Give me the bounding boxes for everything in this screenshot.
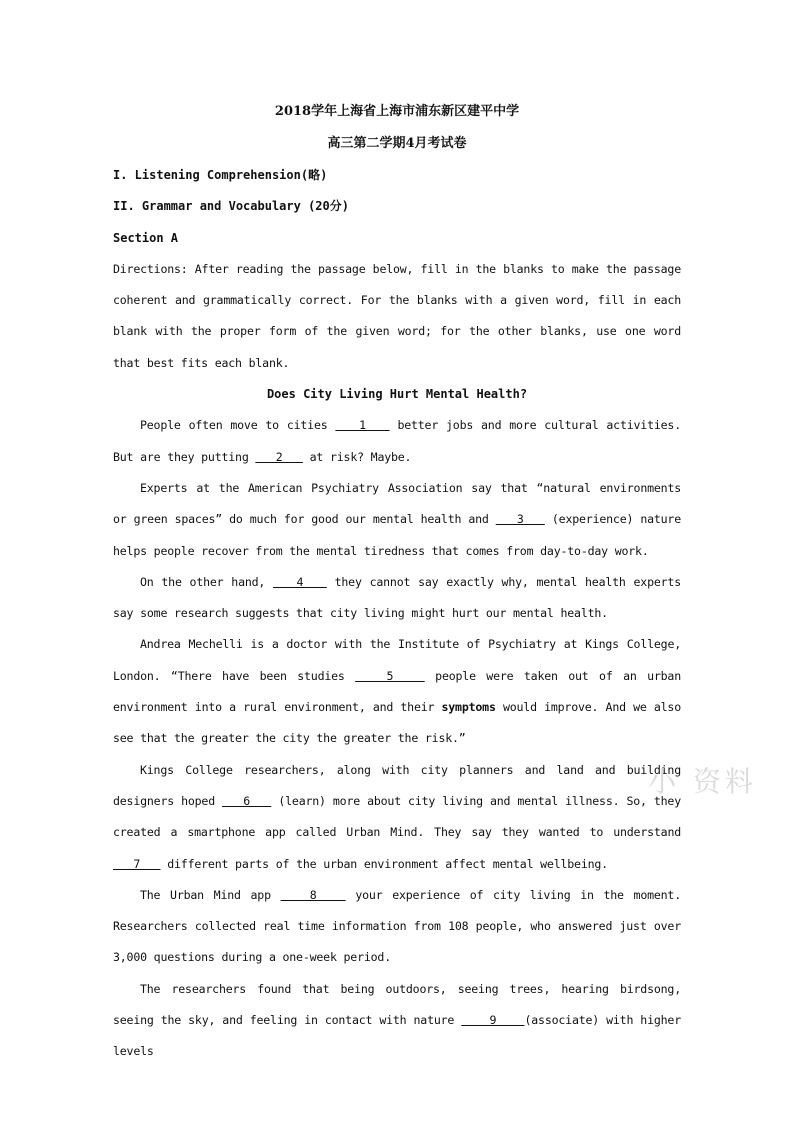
watermark: 小 资料 — [648, 765, 757, 798]
blank-7: 7 — [113, 856, 161, 871]
paragraph-5: Kings College researchers, along with city planners and land and building designers hoped 6 (learn) more about city living and mental illness. So, they created a smartphone app called Urban Mind. They say they wanted to understand 7 different parts of the urban environment affect mental wellbeing. — [113, 762, 681, 871]
exam-title-line2: 高三第二学期4月考试卷 — [327, 136, 467, 151]
blank-9: 9 — [461, 1013, 525, 1028]
section-grammar: II. Grammar and Vocabulary (20分) — [113, 199, 349, 214]
directions: Directions: After reading the passage below, fill in the blanks to make the passage coherent and grammatically correct. For the blanks with a given word, fill in each blank with the proper form of the given word; for the other blanks, use one word that best fits each blank. — [113, 261, 681, 370]
passage-title: Does City Living Hurt Mental Health? — [266, 387, 528, 402]
exam-page — [113, 96, 681, 1068]
paragraph-4: Andrea Mechelli is a doctor with the Institute of Psychiatry at Kings College, London. “There have been studies 5 people were taken out of an urban environment into a rural environment, and their symptoms would improve. And we also see that the greater the city the greater the risk.” — [113, 637, 681, 746]
paragraph-3: On the other hand, 4 they cannot say exactly why, mental health experts say some research suggests that city living might hurt our mental health. — [113, 574, 681, 621]
paragraph-2: Experts at the American Psychiatry Association say that “natural environments or green spaces” do much for good our mental health and 3 (experience) nature helps people recover from the mental tiredness that comes from day-to-day work. — [113, 480, 681, 558]
bold-word-symptoms: symptoms — [441, 700, 496, 715]
blank-3: 3 — [495, 512, 545, 527]
blank-2: 2 — [255, 449, 303, 464]
paragraph-1: People often move to cities 1 better jobs and more cultural activities. But are they putting 2 at risk? Maybe. — [113, 418, 681, 464]
blank-4: 4 — [273, 574, 327, 589]
blank-5: 5 — [355, 668, 425, 683]
exam-title-line1: 2018学年上海省上海市浦东新区建平中学 — [274, 104, 520, 119]
section-listening: I. Listening Comprehension(略) — [113, 168, 328, 182]
section-a: Section A — [113, 230, 179, 245]
paragraph-6: The Urban Mind app 8 your experience of city living in the moment. Researchers collected real time information from 108 people, who answered just over 3,000 questions during a one-week period. — [113, 887, 681, 965]
paragraph-7: The researchers found that being outdoors, seeing trees, hearing birdsong, seeing the sky, and feeling in contact with nature 9 (associate) with higher levels — [113, 981, 681, 1059]
blank-1: 1 — [335, 418, 390, 433]
blank-6: 6 — [222, 793, 272, 808]
blank-8: 8 — [280, 887, 346, 902]
